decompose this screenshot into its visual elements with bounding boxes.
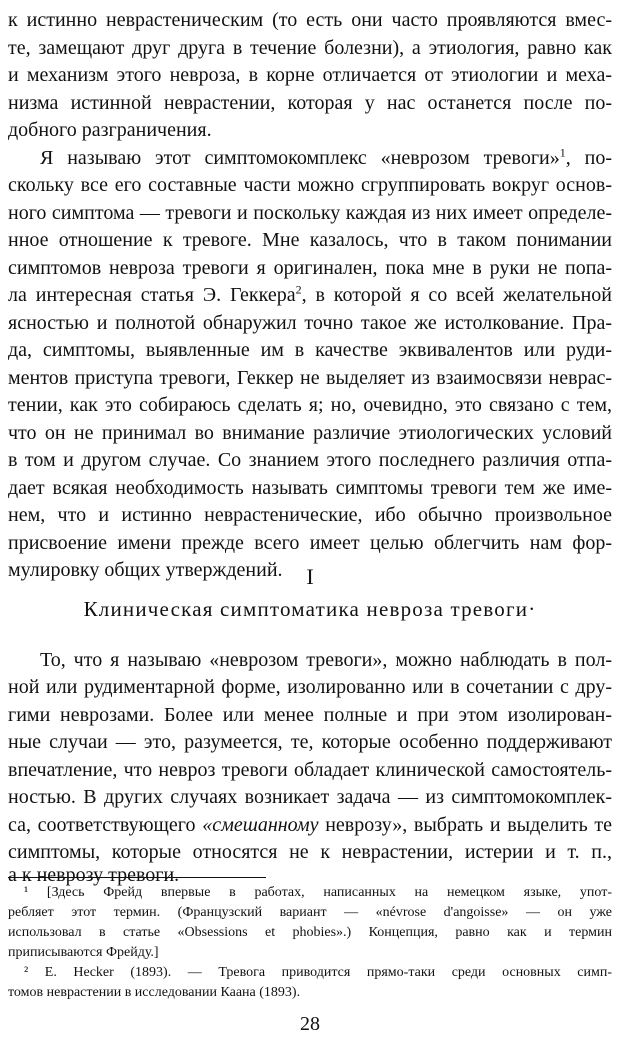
section-numeral: I <box>306 564 314 589</box>
paragraph-3-line: са, соответствующего «смешанному неврозу», выбрать и выделить те <box>8 814 613 836</box>
paragraph-3-line: ные случаи — это, разумеется, те, которые особенно поддерживают <box>8 731 612 753</box>
paragraph-2-line: нное отношение к тревоге. Мне казалось, что в таком понимании <box>8 229 612 251</box>
paragraph-3-line: впечатление, что невроз тревоги обладает клинической самостоятель- <box>8 759 612 781</box>
paragraph-2-line: Я называю этот симптомокомплекс «неврозом тревоги»$^1$, по- <box>40 145 612 169</box>
paragraph-2-line: ментов приступа тревоги, Геккер не выделяет из взаимосвязи неврас- <box>8 367 612 389</box>
paragraph-1-line: низма истинной неврастении, которая у нас останется после по- <box>8 92 612 114</box>
paragraph-2-line: да, симптомы, выявленные им в качестве эквивалентов или руди- <box>8 339 612 361</box>
paragraph-2-line: симптомов невроза тревоги я оригинален, пока мне в руки не попа- <box>8 257 612 279</box>
paragraph-2-line: тении, как это собираюсь сделать я; но, очевидно, это связано с тем, <box>8 394 612 416</box>
paragraph-3-line: гими неврозами. Более или менее полные и при этом изолирован- <box>8 704 612 726</box>
paragraph-3-line: а к неврозу тревоги. <box>8 864 180 886</box>
footnote-separator <box>8 877 266 878</box>
paragraph-3-line: То, что я называю «неврозом тревоги», можно наблюдать в пол- <box>40 649 612 671</box>
paragraph-1-line: и механизм этого невроза, в корне отличается от этиологии и меха- <box>8 64 612 86</box>
paragraph-1-line: те, замещают друг друга в течение болезни), а этиология, равно как <box>8 37 612 59</box>
page-number: 28 <box>300 1013 320 1035</box>
section-title: Клиническая симптоматика невроза тревоги· <box>83 597 537 621</box>
paragraph-2-line: в том и другом случае. Со знанием этого последнего различия отпа- <box>8 449 612 471</box>
footnote-line: ² E. Hecker (1893). — Тревога приводится прямо-таки среди основных симп- <box>24 965 612 980</box>
paragraph-1-line: добного разграничения. <box>8 119 212 141</box>
footnote-ref-1: 1 <box>559 145 566 160</box>
paragraph-2-line: что он не принимал во внимание различие этиологических условий <box>8 422 612 444</box>
footnote-line: приписываются Фрейду.] <box>8 945 159 960</box>
paragraph-2-line: ного симптома — тревоги и поскольку каждая из них имеет определе- <box>8 202 612 224</box>
paragraph-1-line: к истинно неврастеническим (то есть они часто проявляются вмес- <box>8 9 612 31</box>
paragraph-2-line: ла интересная статья Э. Геккера$^2$, в которой я со всей желательной <box>8 282 612 306</box>
paragraph-3-line: ной или рудиментарной форме, изолированно или в сочетании с дру- <box>8 676 612 698</box>
footnote-line: ¹ [Здесь Фрейд впервые в работах, написанных на немецком языке, упот- <box>24 885 612 900</box>
paragraph-2-line: ясностью и полнотой обнаружил точно такое же истолкование. Пра- <box>8 312 612 334</box>
paragraph-3-line: симптомы, которые относятся не к неврастении, истерии и т. п., <box>8 841 612 863</box>
paragraph-2-line: скольку все его составные части можно сгруппировать вокруг основ- <box>8 174 612 196</box>
footnote-line: томов неврастении в исследовании Каана (1893). <box>8 985 301 1000</box>
paragraph-2-line: дает всякая необходимость называть симптомы тревоги тем же име- <box>8 477 612 499</box>
paragraph-2-line: нем, что и истинно неврастенические, ибо обычно произвольное <box>8 504 612 526</box>
paragraph-3-line: ностью. В других случаях возникает задача — из симптомокомплек- <box>8 786 612 808</box>
paragraph-2-line: присвоение имени прежде всего имеет целью облегчить нам фор- <box>8 532 612 554</box>
footnote-ref-2: 2 <box>295 282 302 297</box>
footnote-line: ребляет этот термин. (Французский вариант — «névrose d'angoisse» — он уже <box>8 905 612 920</box>
paragraph-2-line: мулировку общих утверждений. <box>8 559 283 581</box>
italic-emphasis: «смешанному <box>202 814 319 836</box>
footnote-line: использовал в статье «Obsessions et phobies».) Концепция, равно как и термин <box>8 925 612 940</box>
